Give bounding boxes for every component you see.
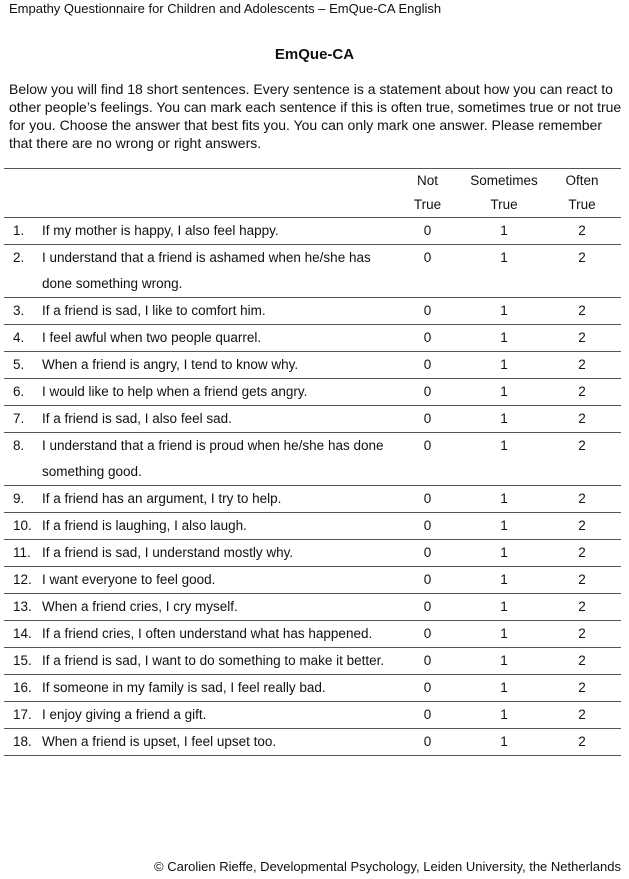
table-row [4, 702, 621, 729]
item-statement: When a friend is upset, I feel upset too. [42, 734, 277, 749]
item-statement: When a friend cries, I cry myself. [42, 599, 238, 614]
item-number: 11. [13, 545, 31, 560]
column-header-line: True [413, 197, 442, 212]
item-statement: If a friend is sad, I like to comfort him. [42, 303, 266, 318]
score-often-true[interactable]: 2 [578, 734, 586, 749]
score-often-true[interactable]: 2 [578, 384, 586, 399]
score-not-true[interactable]: 0 [423, 250, 432, 265]
score-sometimes-true[interactable]: 1 [500, 518, 508, 533]
score-sometimes-true[interactable]: 1 [500, 707, 508, 722]
item-number: 5. [13, 357, 25, 372]
item-statement: I understand that a friend is proud when he/she has done something good. [42, 438, 384, 479]
score-often-true[interactable]: 2 [578, 545, 586, 560]
score-not-true[interactable]: 0 [423, 330, 432, 345]
column-header-sometimes-true [465, 169, 543, 218]
table-row [4, 540, 621, 567]
table-row [4, 621, 621, 648]
score-often-true[interactable]: 2 [578, 518, 586, 533]
item-number: 3. [13, 303, 25, 318]
column-header-line: True [568, 197, 596, 212]
table-row [4, 406, 621, 433]
table-row [4, 433, 621, 486]
table-row [4, 486, 621, 513]
table-header-row [4, 169, 621, 218]
item-statement: If a friend is laughing, I also laugh. [42, 518, 247, 533]
score-sometimes-true[interactable]: 1 [500, 330, 508, 345]
header-question-cell [42, 169, 390, 218]
score-sometimes-true[interactable]: 1 [500, 545, 508, 560]
instructions-paragraph: Below you will find 18 short sentences. Every sentence is a statement about how you can react to other people’s feelings. You can mark each sentence if this is often true, sometimes true or not true for you. Choose the answer that best fits you. You can only mark one answer. Please remember that there are no wrong or right answers. [9, 81, 622, 151]
score-often-true[interactable]: 2 [578, 250, 586, 265]
table-row [4, 675, 621, 702]
column-header-not-true [390, 169, 465, 218]
score-often-true[interactable]: 2 [578, 707, 586, 722]
score-not-true[interactable]: 0 [423, 626, 432, 641]
score-not-true[interactable]: 0 [423, 518, 432, 533]
item-statement: If a friend is sad, I understand mostly why. [42, 545, 294, 560]
questionnaire-table [4, 168, 621, 756]
score-sometimes-true[interactable]: 1 [500, 734, 508, 749]
column-header-line: Not [416, 173, 438, 188]
score-sometimes-true[interactable]: 1 [500, 384, 508, 399]
score-not-true[interactable]: 0 [423, 411, 432, 426]
column-header-line: Often [565, 173, 599, 188]
table-row [4, 567, 621, 594]
score-not-true[interactable]: 0 [423, 599, 432, 614]
item-number: 14. [13, 626, 32, 641]
score-sometimes-true[interactable]: 1 [500, 357, 508, 372]
item-statement: If a friend is sad, I want to do something to make it better. [42, 653, 385, 668]
item-number: 8. [13, 438, 25, 453]
copyright-footer: © Carolien Rieffe, Developmental Psychology, Leiden University, the Netherlands [154, 859, 621, 874]
score-often-true[interactable]: 2 [578, 330, 586, 345]
item-statement: If someone in my family is sad, I feel really bad. [42, 680, 326, 695]
item-number: 17. [13, 707, 32, 722]
score-not-true[interactable]: 0 [423, 303, 432, 318]
score-not-true[interactable]: 0 [423, 438, 432, 453]
column-header-often-true [543, 169, 621, 218]
score-sometimes-true[interactable]: 1 [500, 250, 508, 265]
item-statement: When a friend is angry, I tend to know why. [42, 357, 299, 372]
table-row [4, 379, 621, 406]
score-not-true[interactable]: 0 [423, 734, 432, 749]
item-number: 7. [13, 411, 25, 426]
score-sometimes-true[interactable]: 1 [500, 653, 508, 668]
score-not-true[interactable]: 0 [423, 653, 432, 668]
score-often-true[interactable]: 2 [578, 491, 586, 506]
score-sometimes-true[interactable]: 1 [500, 599, 508, 614]
score-often-true[interactable]: 2 [578, 653, 586, 668]
score-sometimes-true[interactable]: 1 [500, 680, 508, 695]
score-not-true[interactable]: 0 [423, 491, 432, 506]
score-often-true[interactable]: 2 [578, 572, 586, 587]
item-statement: I enjoy giving a friend a gift. [42, 707, 207, 722]
table-row [4, 648, 621, 675]
item-statement: If a friend is sad, I also feel sad. [42, 411, 232, 426]
item-number: 15. [13, 653, 32, 668]
score-sometimes-true[interactable]: 1 [500, 572, 508, 587]
score-often-true[interactable]: 2 [578, 680, 586, 695]
header-num-cell [4, 169, 42, 218]
item-number: 12. [13, 572, 32, 587]
column-header-line: Sometimes [470, 173, 538, 188]
item-number: 16. [13, 680, 32, 695]
score-often-true[interactable]: 2 [578, 357, 586, 372]
table-row [4, 218, 621, 245]
score-sometimes-true[interactable]: 1 [500, 491, 508, 506]
score-often-true[interactable]: 2 [578, 438, 586, 453]
item-number: 4. [13, 330, 25, 345]
document-header: Empathy Questionnaire for Children and Adolescents – EmQue-CA English [9, 1, 442, 16]
item-number: 18. [13, 734, 32, 749]
item-statement: If my mother is happy, I also feel happy. [42, 223, 279, 238]
score-not-true[interactable]: 0 [423, 572, 432, 587]
score-often-true[interactable]: 2 [578, 223, 586, 238]
table-row [4, 325, 621, 352]
table-row [4, 245, 621, 298]
page-title: EmQue-CA [274, 46, 355, 63]
table-row [4, 352, 621, 379]
score-not-true[interactable]: 0 [423, 680, 432, 695]
score-sometimes-true[interactable]: 1 [500, 438, 508, 453]
score-sometimes-true[interactable]: 1 [500, 303, 508, 318]
score-not-true[interactable]: 0 [423, 545, 432, 560]
item-number: 1. [13, 223, 25, 238]
item-number: 9. [13, 491, 25, 506]
item-statement: I would like to help when a friend gets angry. [42, 384, 308, 399]
item-statement: I feel awful when two people quarrel. [42, 330, 262, 345]
score-often-true[interactable]: 2 [578, 626, 586, 641]
score-often-true[interactable]: 2 [578, 411, 586, 426]
score-not-true[interactable]: 0 [423, 357, 432, 372]
score-sometimes-true[interactable]: 1 [500, 626, 508, 641]
item-statement: I understand that a friend is ashamed when he/she has done something wrong. [42, 250, 371, 291]
item-statement: If a friend cries, I often understand what has happened. [42, 626, 373, 641]
score-often-true[interactable]: 2 [578, 303, 586, 318]
item-statement: I want everyone to feel good. [42, 572, 216, 587]
score-not-true[interactable]: 0 [423, 223, 432, 238]
table-row [4, 729, 621, 756]
column-header-line: True [490, 197, 518, 212]
item-number: 2. [13, 250, 25, 265]
table-row [4, 594, 621, 621]
score-sometimes-true[interactable]: 1 [500, 223, 508, 238]
score-not-true[interactable]: 0 [423, 384, 432, 399]
item-number: 13. [13, 599, 32, 614]
score-not-true[interactable]: 0 [423, 707, 432, 722]
item-statement: If a friend has an argument, I try to help. [42, 491, 282, 506]
table-row [4, 298, 621, 325]
score-sometimes-true[interactable]: 1 [500, 411, 508, 426]
score-often-true[interactable]: 2 [578, 599, 586, 614]
table-row [4, 513, 621, 540]
item-number: 6. [13, 384, 25, 399]
item-number: 10. [13, 518, 32, 533]
